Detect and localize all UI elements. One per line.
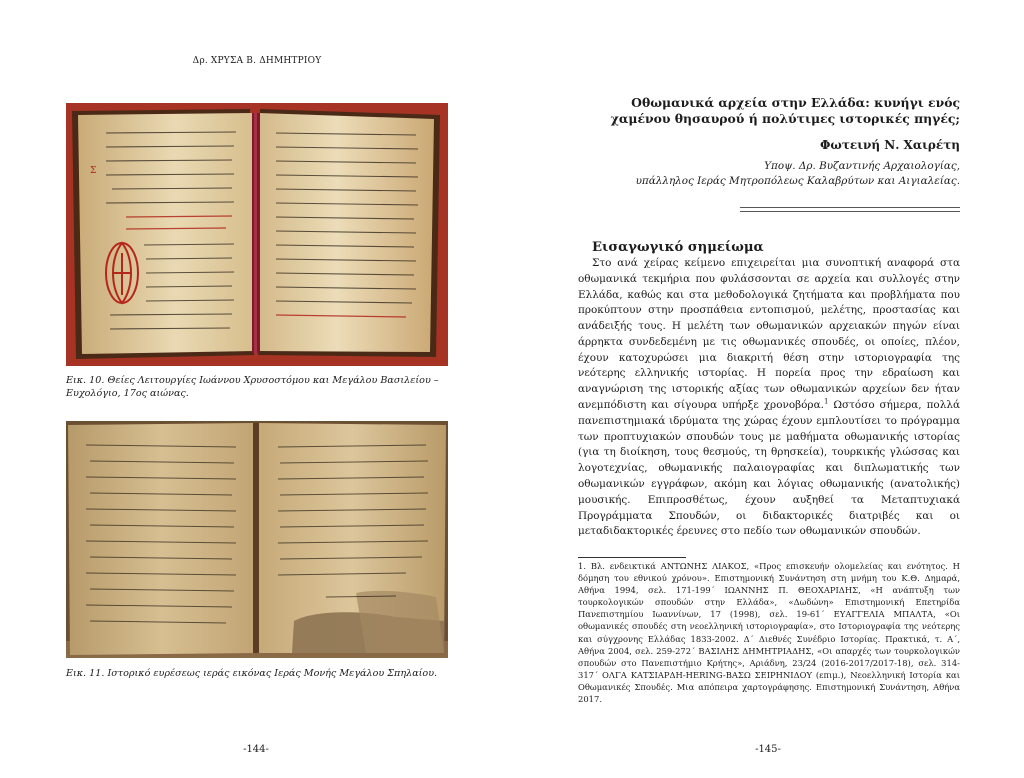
page-number-left: -144- [243,744,269,755]
figure-caption-1: Εικ. 10. Θείες Λειτουργίες Ιωάννου Χρυσοστόμου και Μεγάλου Βασιλείου – Ευχολόγιο, 17ος αιώνας. [66,375,439,399]
title-divider [740,207,960,212]
affiliation-line-1: Υποψ. Δρ. Βυζαντινής Αρχαιολογίας, [764,160,960,172]
affiliation-line-2: υπάλληλος Ιεράς Μητροπόλεως Καλαβρύτων και Αιγιαλείας. [635,174,960,187]
figure-caption-2: Εικ. 11. Ιστορικό ευρέσεως ιεράς εικόνας Ιεράς Μονής Μεγάλου Σπηλαίου. [66,668,438,679]
footnote-reference[interactable]: 1 [823,397,829,406]
footnote-separator [578,557,686,558]
running-head: Δρ. ΧΡΥΣΑ Β. ΔΗΜΗΤΡΙΟΥ [192,56,322,66]
section-heading: Εισαγωγικό σημείωμα [592,240,764,255]
author-affiliation [572,159,960,188]
body-paragraph [578,256,960,540]
body-text-part-2: Ωστόσο σήμερα, πολλά πανεπιστημιακά ιδρύματα της χώρας έχουν εμπλουτίσει το πρόγραμμα των προπτυχιακών σπουδών τους με μαθήματα οθωμανικής ιστορίας (για τη διοίκηση, τους θεσμούς, τη θρησκεία), τουρκικής γλώσσας και λογοτεχνίας, οθωμανικής παλαιογραφίας και διπλωματικής των οθωμανικών εγγράφων, ακόμη και λόγιας οθωμανικής (ανατολικής) μουσικής. Επιπροσθέτως, έχουν αυξηθεί τα Μεταπτυχιακά Προγράμματα Σπουδών, οι διδακτορικές διατριβές και οι μεταδιδακτορικές έρευνες στο πεδίο των οθωμανικών σπουδών. [578,399,960,538]
body-text-part-1: Στο ανά χείρας κείμενο επιχειρείται μια συνοπτική αναφορά στα οθωμανικά τεκμήρια που φυλάσσονται σε αρχεία και συλλογές στην Ελλάδα, καθώς και στα μεθοδολογικά ζητήματα και προβλήματα που προκύπτουν στην προσπάθεια εντοπισμού, μελέτης, προστασίας και ανάδειξής τους. Η μελέτη των οθωμανικών αρχειακών πηγών είναι άρρηκτα συνδεδεμένη με τις οθωμανικές σπουδές, οι οποίες, πλέον, έχουν κατοχυρώσει μια διακριτή θέση στην ιστοριογραφία της νεότερης ελληνικής ιστορίας. Η πορεία προς την εδραίωση και αναγνώριση της ιστορικής αξίας των οθωμανικών αρχείων δεν ήταν ανεμπόδιστη και σίγουρα υπήρξε χρονοβόρα. [578,257,960,412]
svg-text:Σ: Σ [90,166,97,176]
page-number-right: -145- [755,744,781,755]
footnote-text: Βλ. ενδεικτικά ΑΝΤΩΝΗΣ ΛΙΑΚΟΣ, «Προς επισκευήν ολομελείας και ενότητος. Η δόμηση του εθνικού χρόνου». Επιστημονική Συνάντηση στη μνήμη του Κ.Θ. Δημαρά, Αθήνα 1994, σελ. 171-199΄ ΙΩΑΝΝΗΣ Π. ΘΕΟΧΑΡΙΔΗΣ, «Η ανάπτυξη των τουρκολογικών σπουδών στην Ελλάδα», «Δωδώνη» Επιστημονική Επετηρίδα Πανεπιστημίου Ιωαννίνων, 17 (1998), σελ. 19-61΄ ΕΥΑΓΓΕΛΙΑ ΜΠΑΛΤΑ, «Οι οθωμανικές σπουδές στη νεοελληνική ιστοριογραφία», στο Ιστοριογραφία της νεότερης και σύγχρονης Ελλάδας 1833-2002. Δ΄ Διεθνές Συνέδριο Ιστορίας. Πρακτικά, τ. Α΄, Αθήνα 2004, σελ. 259-272΄ ΒΑΣΙΛΗΣ ΔΗΜΗΤΡΙΑΔΗΣ, «Οι απαρχές των τουρκολογικών σπουδών στο Πανεπιστήμιο Κρήτης», Αριάδνη, 23/24 (2016-2017/2017-18), σελ. 314-317΄ ΟΛΓΑ ΚΑΤΣΙΑΡΔΗ-HERING-ΒΑΣΩ ΣΕΙΡΗΝΙΔΟΥ (επιμ.), Νεοελληνική Ιστορία και Οθωμανικές Σπουδές. Μια απόπειρα χαρτογράφησης. Επιστημονική Συνάντηση, Αθήνα 2017. [578,561,960,705]
article-title: Οθωμανικά αρχεία στην Ελλάδα: κυνήγι ενός χαμένου θησαυρού ή πολύτιμες ιστορικές πηγές; [610,95,960,126]
manuscript-photo-euchologion [66,103,448,366]
author-name: Φωτεινή Ν. Χαιρέτη [819,138,960,152]
manuscript-photo-spelaion [66,421,448,658]
footnote-number: 1. [578,561,586,571]
footnote [578,560,960,705]
right-page [512,0,1024,778]
